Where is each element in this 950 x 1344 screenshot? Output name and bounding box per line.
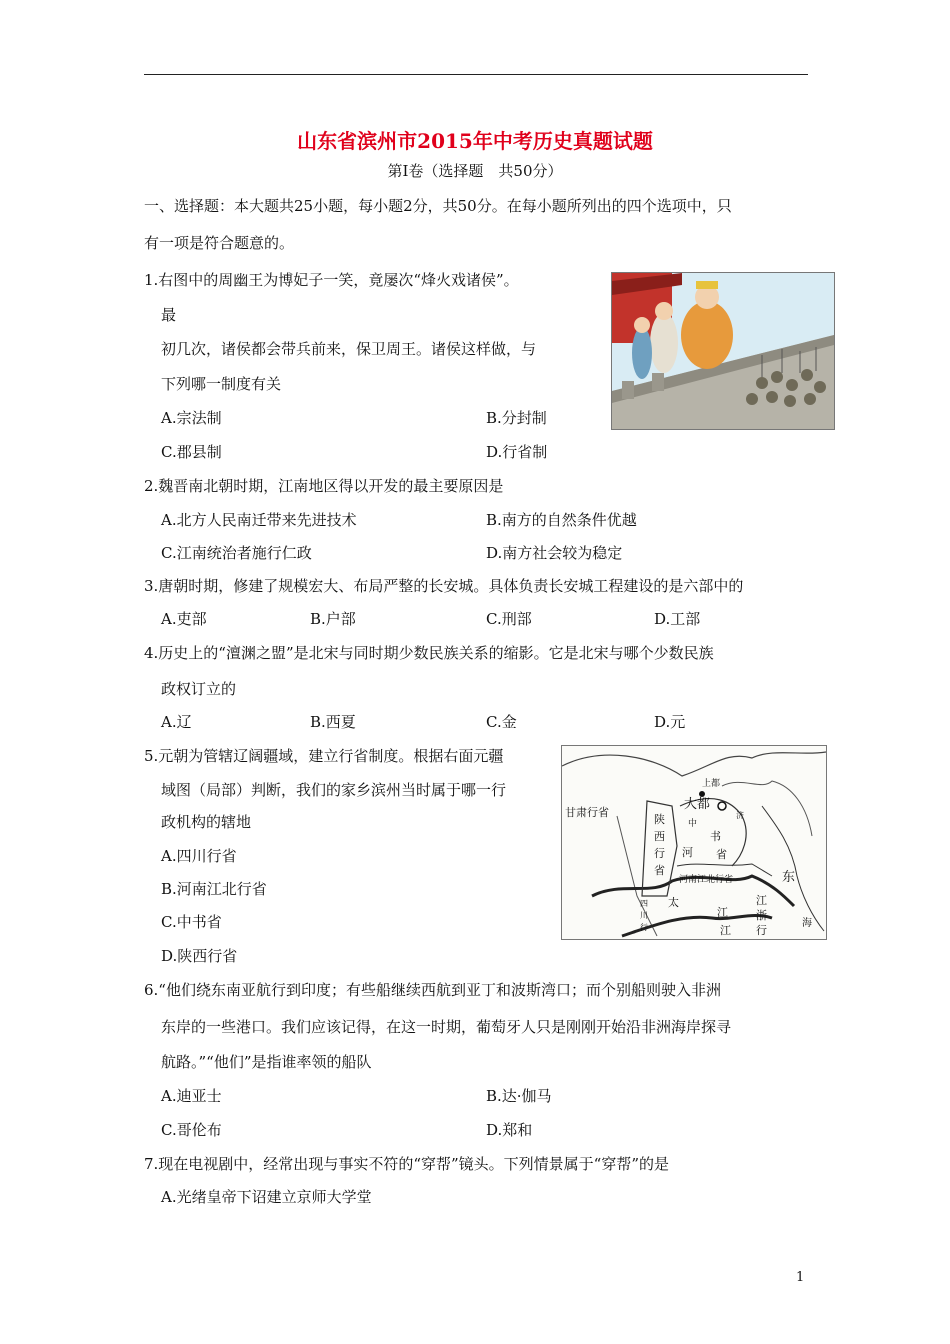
q6-stem-line-3: 航路。”“他们”是指谁率领的船队 (161, 1053, 372, 1071)
q2-stem: 2.魏晋南北朝时期，江南地区得以开发的最主要原因是 (144, 477, 504, 495)
map-label-ji: 济 (736, 811, 744, 820)
beacon-fire-illustration (611, 272, 835, 430)
q1-option-c: C.郡县制 (161, 443, 222, 461)
q5-option-d: D.陕西行省 (161, 947, 238, 965)
q1-stem-line-3: 初几次，诸侯都会带兵前来，保卫周王。诸侯这样做，与 (161, 340, 537, 358)
map-label-hai: 海 (802, 918, 812, 929)
beacon-fire-drawing (612, 273, 834, 429)
q5-option-a: A.四川行省 (161, 847, 237, 865)
q1-stem-line-2: 最 (161, 306, 177, 324)
map-label-jiang-1: 江 (717, 906, 728, 919)
q5-option-b: B.河南江北行省 (161, 880, 267, 898)
q6-option-d: D.郑和 (486, 1121, 533, 1139)
q5-stem-line-3: 政机构的辖地 (161, 813, 252, 831)
q4-option-a: A.辽 (161, 713, 192, 731)
map-label-tai: 太 (668, 896, 679, 909)
map-label-zhongshu-3: 省 (716, 848, 727, 861)
map-label-shaanxi-2: 西 (654, 830, 665, 843)
q4-option-d: D.元 (654, 713, 686, 731)
q3-stem: 3.唐朝时期，修建了规模宏大、布局严整的长安城。具体负责长安城工程建设的是六部中的 (144, 577, 744, 595)
q5-option-c: C.中书省 (161, 913, 222, 931)
q3-option-c: C.刑部 (486, 610, 532, 628)
q3-option-d: D.工部 (654, 610, 701, 628)
q2-option-c: C.江南统治者施行仁政 (161, 544, 312, 562)
yuan-map-drawing (562, 746, 826, 939)
map-label-jiangzhe-2: 浙 (756, 909, 767, 922)
map-label-sichuan-2: 川 (640, 911, 648, 920)
q1-option-a: A.宗法制 (161, 409, 222, 427)
q7-option-a: A.光绪皇帝下诏建立京师大学堂 (161, 1188, 372, 1206)
map-label-sichuan-3: 行 (640, 923, 648, 932)
map-label-zhongshu-2: 书 (710, 830, 721, 843)
section-intro-line-2: 有一项是符合题意的。 (144, 234, 295, 252)
q3-option-b: B.户部 (310, 610, 356, 628)
q2-option-a: A.北方人民南迁带来先进技术 (161, 511, 357, 529)
header-rule (144, 74, 808, 75)
map-label-sichuan-1: 四 (640, 899, 648, 908)
q1-option-b: B.分封制 (486, 409, 547, 427)
q5-stem-line-2: 域图（局部）判断，我们的家乡滨州当时属于哪一行 (161, 781, 507, 799)
q4-stem-line-1: 4.历史上的“澶渊之盟”是北宋与同时期少数民族关系的缩影。它是北宋与哪个少数民族 (144, 644, 714, 662)
map-label-jiang-2: 江 (720, 924, 731, 937)
q1-stem-line-4: 下列哪一制度有关 (161, 375, 282, 393)
q7-stem: 7.现在电视剧中，经常出现与事实不符的“穿帮”镜头。下列情景属于“穿帮”的是 (144, 1155, 669, 1173)
map-label-shangdu: 上都 (702, 779, 721, 789)
map-label-shaanxi-4: 省 (654, 864, 665, 877)
q2-option-d: D.南方社会较为稳定 (486, 544, 623, 562)
q1-stem-line-1: 1.右图中的周幽王为博妃子一笑，竟屡次“烽火戏诸侯”。 (144, 271, 519, 289)
map-label-zhongshu-1: 中 (688, 819, 698, 829)
map-label-dadu: 大都 (684, 797, 711, 812)
q6-option-c: C.哥伦布 (161, 1121, 222, 1139)
q4-stem-line-2: 政权订立的 (161, 680, 237, 698)
map-label-jiangzhe-1: 江 (756, 894, 767, 907)
page-title: 山东省滨州市2015年中考历史真题试题 (297, 129, 653, 153)
q3-option-a: A.吏部 (161, 610, 207, 628)
yuan-territory-map (561, 745, 827, 940)
map-label-dong: 东 (782, 870, 796, 885)
map-label-he: 河 (682, 846, 693, 859)
q6-option-a: A.迪亚士 (161, 1087, 222, 1105)
q4-option-b: B.西夏 (310, 713, 356, 731)
map-label-shaanxi-3: 行 (654, 847, 665, 860)
map-label-gansu: 甘肃行省 (565, 806, 609, 819)
page-number: 1 (796, 1270, 805, 1285)
q4-option-c: C.金 (486, 713, 517, 731)
section-intro-line-1: 一、选择题：本大题共25小题，每小题2分，共50分。在每小题所列出的四个选项中，只 (144, 197, 732, 215)
part-subtitle: 第Ⅰ卷（选择题 共50分） (387, 162, 563, 180)
map-label-henan-jiangbei: 河南江北行省 (679, 875, 734, 885)
map-label-jiangzhe-3: 行 (756, 924, 767, 937)
q6-option-b: B.达·伽马 (486, 1087, 552, 1105)
q6-stem-line-1: 6.“他们绕东南亚航行到印度；有些船继续西航到亚丁和波斯湾口；而个别船则驶入非洲 (144, 981, 721, 999)
q6-stem-line-2: 东岸的一些港口。我们应该记得，在这一时期，葡萄牙人只是刚刚开始沿非洲海岸探寻 (161, 1018, 732, 1036)
map-label-shaanxi-1: 陕 (654, 813, 665, 826)
q2-option-b: B.南方的自然条件优越 (486, 511, 637, 529)
q5-stem-line-1: 5.元朝为管辖辽阔疆域，建立行省制度。根据右面元疆 (144, 747, 504, 765)
q1-option-d: D.行省制 (486, 443, 548, 461)
